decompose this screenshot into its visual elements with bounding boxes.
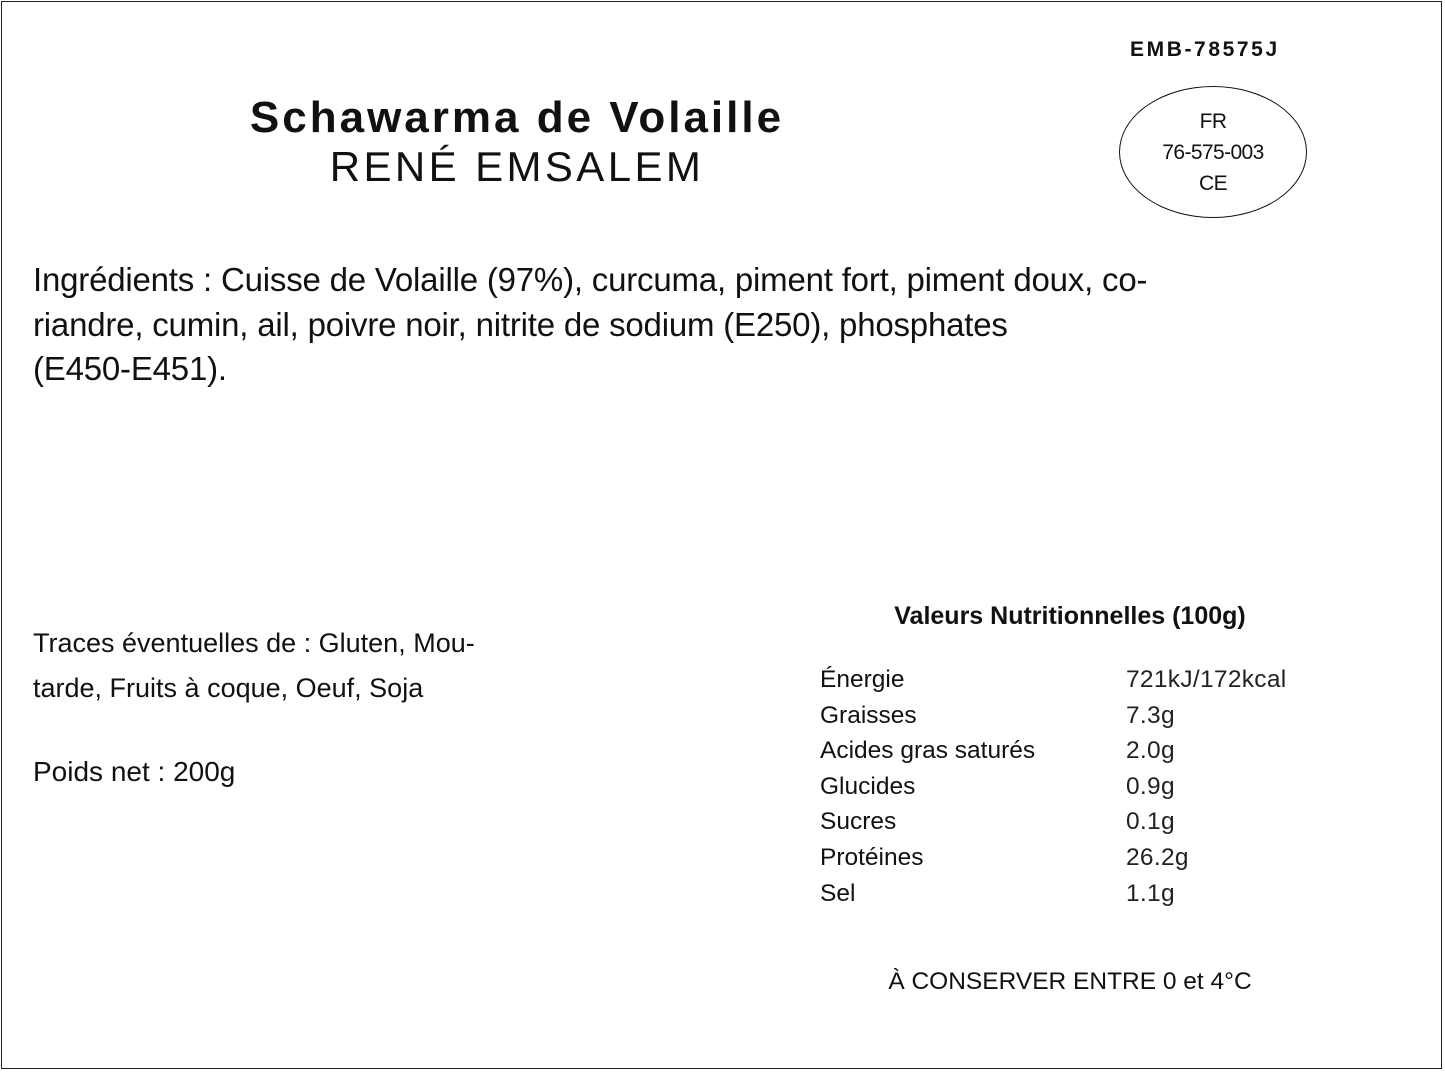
nutrition-value: 0.9g (1126, 772, 1175, 800)
storage-instructions: À CONSERVER ENTRE 0 et 4°C (888, 968, 1252, 995)
nutrition-label: Énergie (820, 666, 905, 693)
nutrition-label: Protéines (820, 843, 924, 871)
nutrition-row-sugars (820, 804, 1287, 840)
nutrition-label: Acides gras saturés (820, 737, 1036, 765)
nutrition-row-carbohydrates (820, 769, 1287, 805)
nutrition-value: 721kJ/172kcal (1126, 666, 1287, 693)
product-title: Schawarma de Volaille (249, 93, 785, 142)
health-mark-union: CE (1199, 171, 1227, 195)
emb-code: EMB-78575J (1130, 38, 1280, 61)
nutrition-value: 0.1g (1126, 808, 1175, 836)
nutrition-value: 26.2g (1126, 843, 1189, 871)
nutrition-label: Graisses (820, 701, 917, 729)
health-mark-country: FR (1199, 109, 1227, 133)
brand-name: RENÉ EMSALEM (329, 143, 705, 190)
ingredients-line: riandre, cumin, ail, poivre noir, nitrite de sodium (E250), phosphates (33, 305, 1008, 343)
health-mark-oval (1119, 86, 1307, 218)
traces-line: tarde, Fruits à coque, Oeuf, Soja (33, 673, 424, 703)
product-label (1, 1, 1442, 1069)
nutrition-row-saturated-fat (820, 733, 1287, 769)
nutrition-table (820, 662, 1287, 911)
nutrition-row-fat (820, 698, 1287, 734)
net-weight: Poids net : 200g (33, 756, 236, 787)
nutrition-value: 2.0g (1126, 737, 1175, 765)
nutrition-label: Sel (820, 879, 856, 907)
nutrition-row-energy (820, 662, 1287, 698)
allergen-traces (33, 621, 475, 711)
nutrition-label: Sucres (820, 808, 897, 836)
ingredients-line: Ingrédients : Cuisse de Volaille (97%), curcuma, piment fort, piment doux, co- (33, 261, 1148, 298)
ingredients-text (33, 258, 1423, 392)
ingredients-line: (E450-E451). (33, 350, 227, 387)
nutrition-row-protein (820, 840, 1287, 876)
nutrition-row-salt (820, 876, 1287, 912)
health-mark-approval-number: 76-575-003 (1162, 140, 1264, 164)
traces-line: Traces éventuelles de : Gluten, Mou- (33, 628, 475, 658)
nutrition-title: Valeurs Nutritionnelles (100g) (894, 602, 1246, 630)
nutrition-value: 7.3g (1126, 701, 1175, 729)
nutrition-value: 1.1g (1126, 879, 1175, 907)
nutrition-label: Glucides (820, 772, 916, 800)
